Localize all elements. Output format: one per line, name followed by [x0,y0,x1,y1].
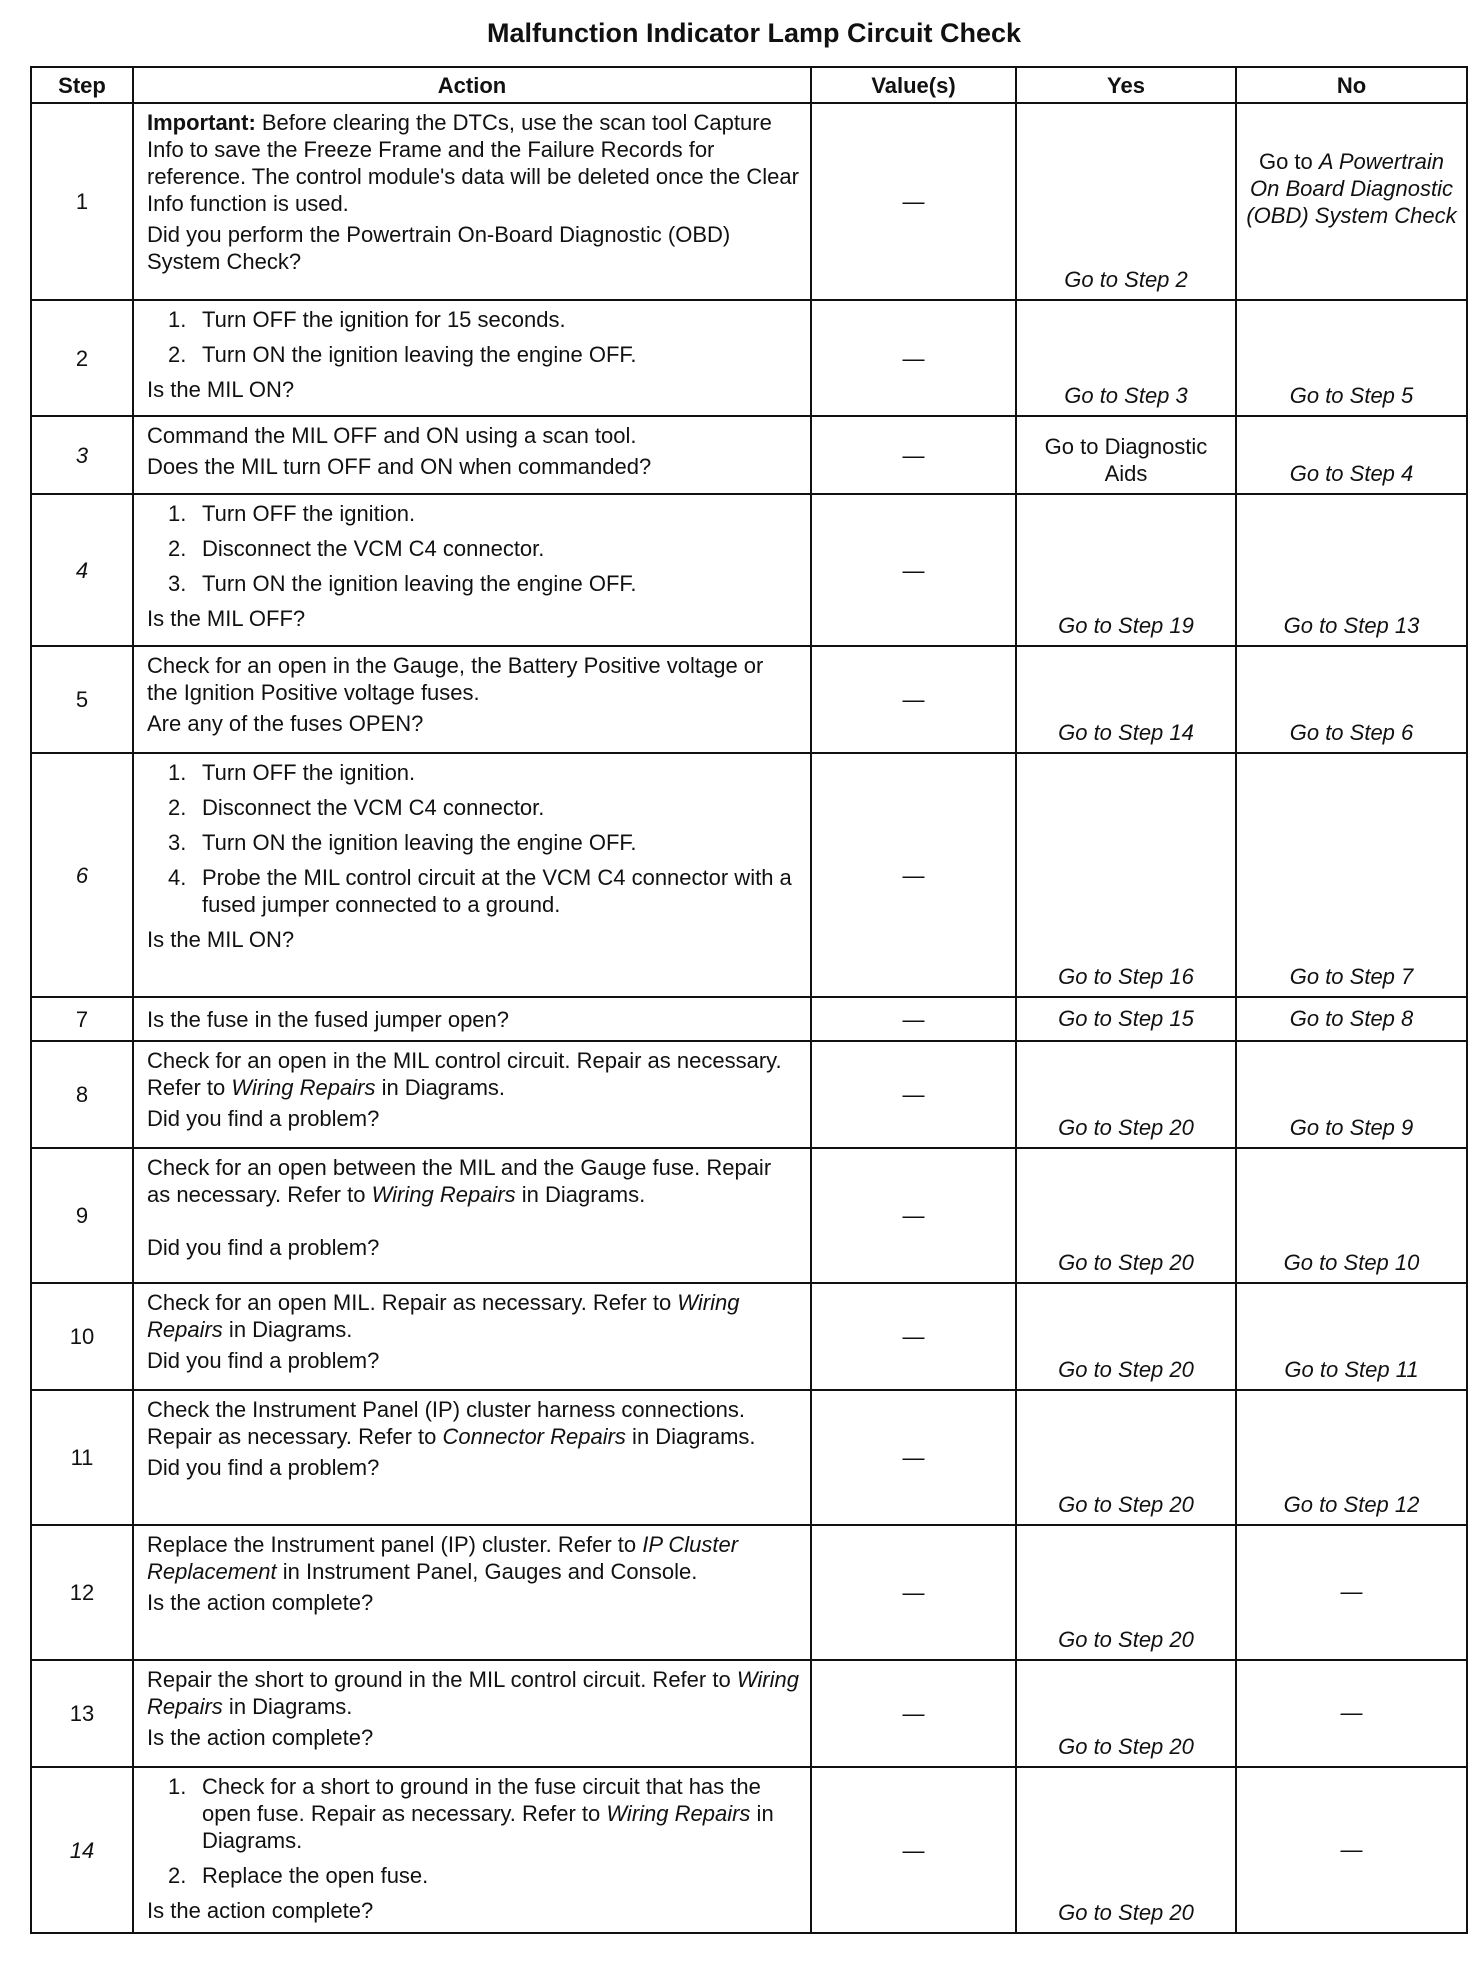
value-cell: — [811,103,1016,300]
value-cell: — [811,494,1016,646]
numbered-steps [147,500,800,597]
step-number: 1 [31,103,133,300]
action-text: Replace the Instrument panel (IP) cluster. Refer to IP Cluster Replacement in Instrument Panel, Gauges and Console. [147,1532,739,1584]
value-cell: — [811,1283,1016,1390]
table-row [31,1660,1467,1767]
step-number: 9 [31,1148,133,1283]
action-cell [133,103,811,300]
no-cell: Go to Step 9 [1236,1041,1467,1148]
action-cell [133,646,811,753]
yes-cell: Go to Step 20 [1016,1660,1236,1767]
action-question: Did you find a problem? [147,1235,380,1260]
yes-cell: Go to Step 15 [1016,997,1236,1041]
action-text: Check for an open MIL. Repair as necessary. Refer to Wiring Repairs in Diagrams. [147,1290,740,1342]
table-row [31,494,1467,646]
reference-link: Wiring Repairs [147,1290,740,1342]
action-text: Check for an open in the MIL control circuit. Repair as necessary. Refer to Wiring Repairs in Diagrams. [147,1048,782,1100]
no-cell: — [1236,1660,1467,1767]
step-number: 11 [31,1390,133,1525]
no-cell: Go to Step 12 [1236,1390,1467,1525]
step-number: 13 [31,1660,133,1767]
action-text: Check the Instrument Panel (IP) cluster harness connections. Repair as necessary. Refer to Connector Repairs in Diagrams. [147,1397,756,1449]
list-item: 1. Check for a short to ground in the fuse circuit that has the open fuse. Repair as necessary. Refer to Wiring Repairs in Diagrams. [168,1774,774,1853]
list-item: 2. Replace the open fuse. [168,1863,429,1888]
step-number: 8 [31,1041,133,1148]
step-number: 2 [31,300,133,416]
action-question: Did you perform the Powertrain On-Board Diagnostic (OBD) System Check? [147,222,731,274]
action-cell [133,416,811,494]
no-cell: Go to Step 6 [1236,646,1467,753]
action-question: Does the MIL turn OFF and ON when commanded? [147,454,652,479]
document-title: Malfunction Indicator Lamp Circuit Check [486,18,1022,48]
action-question: Did you find a problem? [147,1348,380,1373]
action-cell [133,1041,811,1148]
value-cell: — [811,1148,1016,1283]
yes-cell: Go to Diagnostic Aids [1016,416,1236,494]
action-text: Command the MIL OFF and ON using a scan tool. [147,423,637,448]
table-row [31,1148,1467,1283]
table-row [31,646,1467,753]
header-action: Action [133,67,811,103]
step-number: 12 [31,1525,133,1660]
action-cell [133,1390,811,1525]
list-item: 2. Disconnect the VCM C4 connector. [168,795,545,820]
action-question: Is the action complete? [147,1898,374,1923]
step-number: 14 [31,1767,133,1933]
no-cell: Go to Step 10 [1236,1148,1467,1283]
value-cell: — [811,997,1016,1041]
yes-cell: Go to Step 3 [1016,300,1236,416]
action-text: Repair the short to ground in the MIL control circuit. Refer to Wiring Repairs in Diagrams. [147,1667,799,1719]
action-question: Are any of the fuses OPEN? [147,711,424,736]
step-number: 10 [31,1283,133,1390]
value-cell: — [811,1767,1016,1933]
step-number: 3 [31,416,133,494]
numbered-steps [147,759,800,918]
table-row [31,753,1467,997]
action-question: Is the MIL OFF? [147,606,306,631]
no-cell: Go to Step 4 [1236,416,1467,494]
header-step: Step [31,67,133,103]
reference-link: Wiring Repairs [606,1801,751,1826]
no-cell [1236,103,1467,300]
action-question: Did you find a problem? [147,1106,380,1131]
no-cell: Go to Step 8 [1236,997,1467,1041]
list-item: 2. Disconnect the VCM C4 connector. [168,536,545,561]
table-row [31,300,1467,416]
value-cell: — [811,1660,1016,1767]
table-row [31,1041,1467,1148]
reference-link: Wiring Repairs [231,1075,376,1100]
action-text: Check for an open in the Gauge, the Battery Positive voltage or the Ignition Positive voltage fuses. [147,653,764,705]
no-cell: Go to Step 5 [1236,300,1467,416]
table-row [31,1283,1467,1390]
table-row [31,997,1467,1041]
yes-cell: Go to Step 14 [1016,646,1236,753]
action-cell [133,1525,811,1660]
yes-cell: Go to Step 20 [1016,1041,1236,1148]
action-cell [133,300,811,416]
value-cell: — [811,646,1016,753]
value-cell: — [811,753,1016,997]
numbered-steps [147,306,800,368]
reference-link: Wiring Repairs [147,1667,799,1719]
action-question: Did you find a problem? [147,1455,380,1480]
action-cell [133,1283,811,1390]
diagnostic-table [30,66,1468,1934]
yes-cell: Go to Step 20 [1016,1767,1236,1933]
action-question: Is the fuse in the fused jumper open? [147,1007,510,1032]
yes-cell: Go to Step 19 [1016,494,1236,646]
yes-cell: Go to Step 2 [1016,103,1236,300]
yes-cell: Go to Step 16 [1016,753,1236,997]
action-cell [133,1767,811,1933]
no-cell: Go to Step 13 [1236,494,1467,646]
no-link: A Powertrain On Board Diagnostic (OBD) System Check [1246,149,1457,228]
action-cell [133,1148,811,1283]
step-number: 5 [31,646,133,753]
action-question: Is the action complete? [147,1725,374,1750]
yes-cell: Go to Step 20 [1016,1525,1236,1660]
table-row [31,1767,1467,1933]
list-item: 1. Turn OFF the ignition. [168,760,416,785]
table-row [31,103,1467,300]
list-item: 2. Turn ON the ignition leaving the engine OFF. [168,342,637,367]
action-question: Is the action complete? [147,1590,374,1615]
numbered-steps [147,1773,800,1889]
table-row [31,1390,1467,1525]
list-item: 1. Turn OFF the ignition for 15 seconds. [168,307,566,332]
value-cell: — [811,300,1016,416]
header-no: No [1236,67,1467,103]
action-text: Check for an open between the MIL and the Gauge fuse. Repair as necessary. Refer to Wiring Repairs in Diagrams. [147,1155,772,1207]
yes-cell: Go to Step 20 [1016,1390,1236,1525]
action-cell [133,753,811,997]
no-cell: — [1236,1525,1467,1660]
list-item: 1. Turn OFF the ignition. [168,501,416,526]
list-item: 3. Turn ON the ignition leaving the engine OFF. [168,571,637,596]
list-item: 3. Turn ON the ignition leaving the engine OFF. [168,830,637,855]
no-cell: — [1236,1767,1467,1933]
action-question: Is the MIL ON? [147,927,295,952]
step-number: 7 [31,997,133,1041]
action-cell [133,494,811,646]
no-prefix: Go to [1258,149,1319,174]
yes-cell: Go to Step 20 [1016,1283,1236,1390]
table-row [31,1525,1467,1660]
no-cell: Go to Step 7 [1236,753,1467,997]
value-cell: — [811,1041,1016,1148]
important-label: Important: [147,110,256,135]
reference-link: IP Cluster Replacement [147,1532,739,1584]
action-question: Is the MIL ON? [147,377,295,402]
important-text: Before clearing the DTCs, use the scan tool Capture Info to save the Freeze Frame and the Failure Records for reference. The control module's data will be deleted once the Clear Info function is used. [147,110,799,216]
header-yes: Yes [1016,67,1236,103]
reference-link: Connector Repairs [442,1424,626,1449]
value-cell: — [811,416,1016,494]
action-cell [133,1660,811,1767]
value-cell: — [811,1525,1016,1660]
yes-cell: Go to Step 20 [1016,1148,1236,1283]
value-cell: — [811,1390,1016,1525]
reference-link: Wiring Repairs [371,1182,516,1207]
header-values: Value(s) [811,67,1016,103]
step-number: 4 [31,494,133,646]
step-number: 6 [31,753,133,997]
table-row [31,416,1467,494]
list-item: 4. Probe the MIL control circuit at the VCM C4 connector with a fused jumper connected to a ground. [168,865,792,917]
no-cell: Go to Step 11 [1236,1283,1467,1390]
important-note [147,109,800,217]
header-row [31,67,1467,103]
action-cell [133,997,811,1041]
